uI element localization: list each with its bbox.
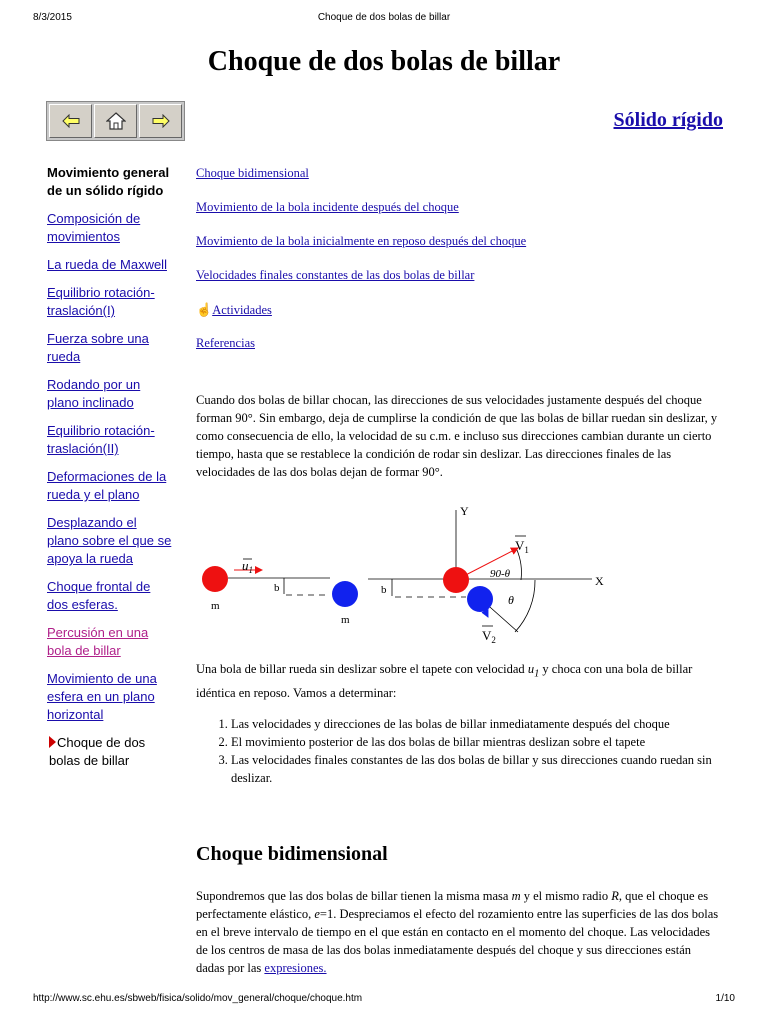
print-header bbox=[33, 12, 735, 26]
sidebar-item-percusion[interactable]: Percusión en una bola de billar bbox=[47, 625, 149, 658]
p3-text-1: Supondremos que las dos bolas de billar tienen la misma masa bbox=[196, 889, 512, 903]
p3-text-2: y el mismo radio bbox=[520, 889, 612, 903]
sidebar-item-composicion[interactable]: Composición de movimientos bbox=[47, 211, 141, 244]
sidebar-item-fuerza-rueda[interactable]: Fuerza sobre una rueda bbox=[47, 331, 149, 364]
print-page-number: 1/10 bbox=[715, 993, 735, 1004]
setup-text-2: y choca con una bola de billar idéntica en reposo. Vamos a determinar: bbox=[196, 662, 693, 700]
right-arrow-icon bbox=[152, 114, 170, 128]
sidebar bbox=[47, 164, 172, 770]
expresiones-link[interactable]: expresiones. bbox=[264, 961, 327, 975]
sidebar-item-choque-frontal[interactable]: Choque frontal de dos esferas. bbox=[47, 579, 151, 612]
sidebar-current-item bbox=[47, 734, 172, 770]
angle-arc-theta bbox=[515, 580, 535, 632]
restitution-variable: e bbox=[314, 907, 320, 921]
sidebar-item-equilibrio-1[interactable]: Equilibrio rotación-traslación(I) bbox=[47, 285, 155, 318]
red-ball-initial bbox=[202, 566, 228, 592]
sidebar-heading: Movimiento general de un sólido rígido bbox=[47, 165, 170, 198]
section-link-solido-rigido[interactable]: Sólido rígido bbox=[613, 109, 723, 131]
sidebar-item-rueda-maxwell[interactable]: La rueda de Maxwell bbox=[47, 257, 167, 272]
pointing-hand-icon: ☝ bbox=[196, 302, 213, 317]
home-icon bbox=[106, 112, 126, 130]
b-label-left: b bbox=[274, 582, 280, 594]
toc-link-bola-incidente[interactable]: Movimiento de la bola incidente después del choque bbox=[196, 200, 459, 214]
toc-link-velocidades-finales[interactable]: Velocidades finales constantes de las dos bolas de billar bbox=[196, 268, 475, 282]
radius-variable: R bbox=[611, 889, 619, 903]
toc-link-choque-bidimensional[interactable]: Choque bidimensional bbox=[196, 166, 309, 180]
red-ball-collision bbox=[443, 567, 469, 593]
section-heading-choque-bidimensional: Choque bidimensional bbox=[196, 843, 388, 865]
print-url: http://www.sc.ehu.es/sbweb/fisica/solido/mov_general/choque/choque.htm bbox=[33, 993, 363, 1004]
table-of-contents bbox=[196, 166, 526, 370]
u1-variable: u bbox=[527, 662, 535, 676]
blue-ball-initial bbox=[332, 581, 358, 607]
collision-diagram bbox=[190, 500, 630, 652]
list-item: 1. Las velocidades y direcciones de las bolas de billar inmediatamente después del choque bbox=[231, 715, 756, 733]
v2-label: $V_2$ bbox=[482, 628, 496, 645]
sidebar-item-desplazando-plano[interactable]: Desplazando el plano sobre el que se apoya la rueda bbox=[47, 515, 172, 566]
list-item: 3. Las velocidades finales constantes de las dos bolas de billar y sus direcciones cuando ruedan sin deslizar. bbox=[231, 751, 756, 787]
choque-paragraph bbox=[196, 887, 721, 977]
sidebar-item-plano-inclinado[interactable]: Rodando por un plano inclinado bbox=[47, 377, 141, 410]
y-axis-label: Y bbox=[460, 504, 469, 518]
intro-paragraph: Cuando dos bolas de billar chocan, las direcciones de sus velocidades justamente después del choque forman 90°. Sin embargo, deja de cumplirse la condición de que las bolas de billar ruedan sin deslizar, y como consecuencia de ello, la velocidad de su c.m. e incluso sus direcciones cambian durante un cierto tiempo, hasta que se restablece la condición de rodar sin deslizar. Las direcciones finales de las velocidades de las dos bolas dejan de formar 90°. bbox=[196, 393, 718, 479]
sidebar-item-equilibrio-2[interactable]: Equilibrio rotación-traslación(II) bbox=[47, 423, 155, 456]
sidebar-current-label: Choque de dos bolas de billar bbox=[49, 735, 146, 768]
print-title: Choque de dos bolas de billar bbox=[317, 12, 451, 23]
b-label-right: b bbox=[381, 584, 387, 596]
toc-link-referencias[interactable]: Referencias bbox=[196, 336, 255, 350]
back-button[interactable] bbox=[49, 104, 92, 138]
blue-ball-collision bbox=[467, 586, 493, 612]
current-marker-icon bbox=[49, 736, 56, 748]
p3-text-3: , que el choque es perfectamente elástico, bbox=[196, 889, 709, 921]
angle-arc-90 bbox=[517, 550, 521, 580]
u1-subscript: 1 bbox=[534, 668, 540, 680]
angle-90-theta-label: 90-θ bbox=[490, 568, 511, 580]
left-arrow-icon bbox=[62, 114, 80, 128]
mass-variable: m bbox=[511, 889, 521, 903]
mass-label-right: m bbox=[341, 614, 350, 626]
u1-label: $u_1$ bbox=[242, 558, 253, 575]
toc-actividades-label: Actividades bbox=[212, 303, 272, 317]
toc-link-bola-reposo[interactable]: Movimiento de la bola inicialmente en reposo después del choque bbox=[196, 234, 527, 248]
p3-text-4: =1. Despreciamos el efecto del rozamiento entre las superficies de las dos bolas en el breve intervalo de tiempo en el que están en contacto en el momento del choque. Las velocidades de los centros de masa de las dos bolas inmediatamente después del choque y sus direcciones están dadas por las bbox=[196, 907, 719, 975]
mass-label-left: m bbox=[211, 600, 220, 612]
setup-text-1: Una bola de billar rueda sin deslizar sobre el tapete con velocidad bbox=[196, 662, 528, 676]
sidebar-item-deformaciones[interactable]: Deformaciones de la rueda y el plano bbox=[47, 469, 167, 502]
objectives-list bbox=[196, 715, 756, 787]
setup-paragraph bbox=[196, 660, 721, 702]
theta-label: θ bbox=[508, 593, 514, 607]
print-footer bbox=[33, 993, 735, 1007]
sidebar-item-esfera-plano[interactable]: Movimiento de una esfera en un plano horizontal bbox=[47, 671, 157, 722]
page-title: Choque de dos bolas de billar bbox=[207, 46, 561, 77]
print-date: 8/3/2015 bbox=[33, 12, 72, 23]
v1-label: $V_1$ bbox=[515, 538, 529, 555]
toc-link-actividades[interactable] bbox=[196, 302, 526, 336]
x-axis-label: X bbox=[595, 574, 604, 588]
nav-toolbar bbox=[46, 101, 185, 141]
forward-button[interactable] bbox=[139, 104, 182, 138]
home-button[interactable] bbox=[94, 104, 137, 138]
list-item: 2. El movimiento posterior de las dos bolas de billar mientras deslizan sobre el tapete bbox=[231, 733, 756, 751]
